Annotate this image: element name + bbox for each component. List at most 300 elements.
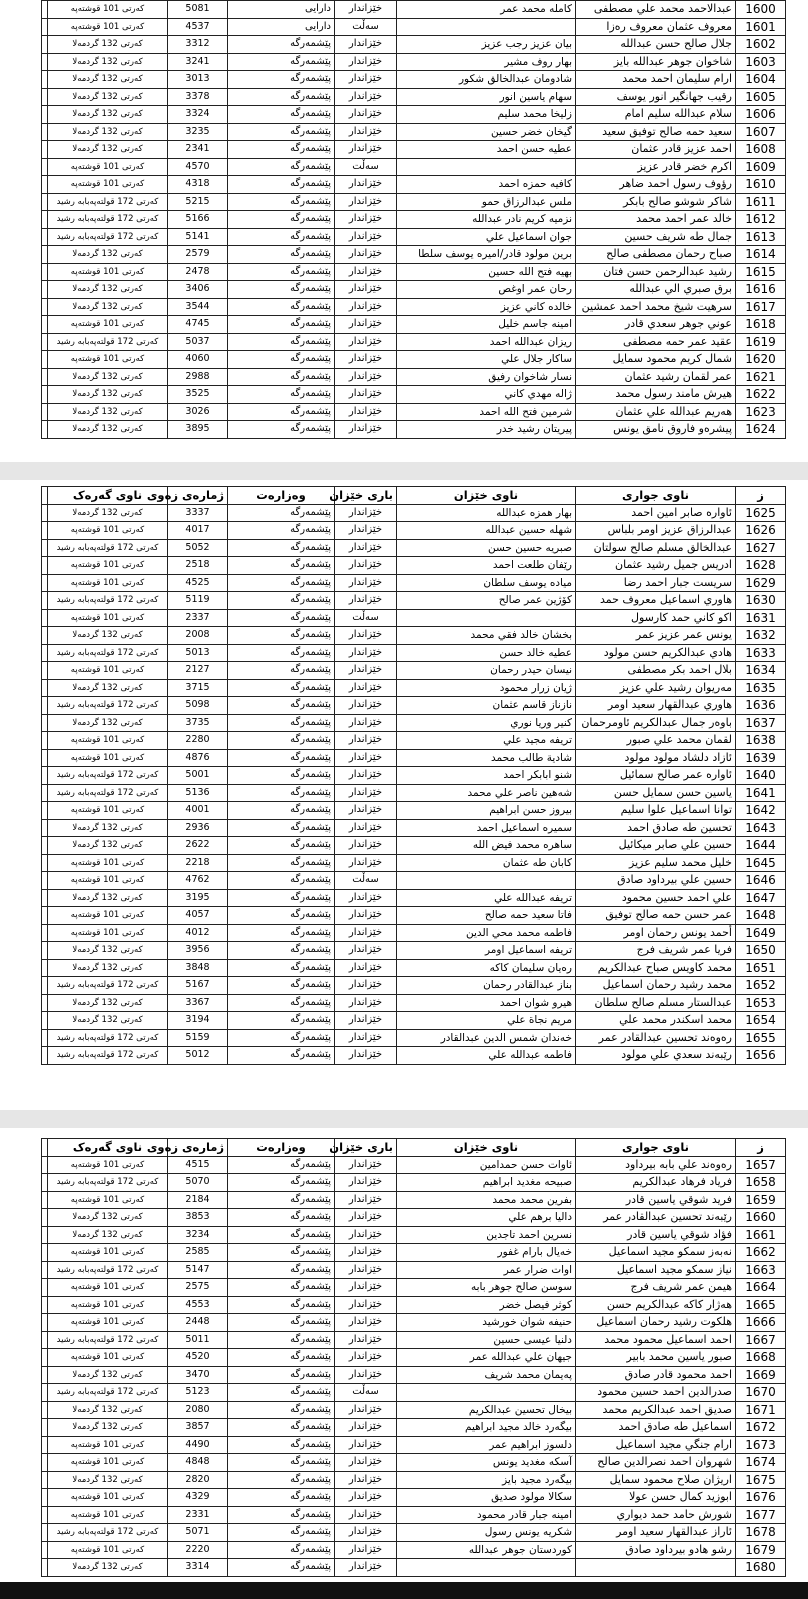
name-cell: شاخوان جوهر عبدالله بايز bbox=[576, 53, 736, 71]
status-cell: خێزاندار bbox=[335, 1226, 397, 1244]
name-cell: رێبەند تحسين عبدالقادر عمر bbox=[576, 1209, 736, 1227]
table-row bbox=[42, 732, 786, 750]
land-number-cell: 3013 bbox=[168, 71, 228, 89]
table-row bbox=[42, 1191, 786, 1209]
name-cell: شهروان احمد نصرالدين صالح bbox=[576, 1454, 736, 1472]
district-cell: كەرتى 101 قوشتەپە bbox=[48, 1454, 168, 1472]
district-cell: كەرتى 101 قوشتەپە bbox=[48, 158, 168, 176]
spouse-cell: كامله محمد عمر bbox=[397, 1, 576, 19]
spouse-cell: صبريه حسين حسن bbox=[397, 539, 576, 557]
status-cell: خێزاندار bbox=[335, 1419, 397, 1437]
status-cell: خێزاندار bbox=[335, 36, 397, 54]
ministry-cell: پێشمەرگە bbox=[228, 211, 335, 229]
table-body-1 bbox=[42, 1, 786, 439]
land-number-cell: 4490 bbox=[168, 1436, 228, 1454]
land-number-cell: 3715 bbox=[168, 679, 228, 697]
spouse-cell: بهيه فتح الله حسين bbox=[397, 263, 576, 281]
ministry-cell: پێشمەرگە bbox=[228, 1366, 335, 1384]
land-number-cell: 5081 bbox=[168, 1, 228, 19]
row-number-cell: 1645 bbox=[736, 854, 786, 872]
name-cell: احمد عزيز قادر عثمان bbox=[576, 141, 736, 159]
district-cell: كەرتى 101 قوشتەپە bbox=[48, 802, 168, 820]
name-cell: أحمد يونس رحمان اومر bbox=[576, 924, 736, 942]
table-row bbox=[42, 228, 786, 246]
land-number-cell: 3235 bbox=[168, 123, 228, 141]
status-cell: خێزاندار bbox=[335, 368, 397, 386]
district-cell: كەرتى 101 قوشتەپە bbox=[48, 1506, 168, 1524]
land-number-cell: 3234 bbox=[168, 1226, 228, 1244]
table-row bbox=[42, 679, 786, 697]
district-cell: كەرتى 132 گردمەلا bbox=[48, 1366, 168, 1384]
row-number-cell: 1620 bbox=[736, 351, 786, 369]
ministry-cell: پێشمەرگە bbox=[228, 1524, 335, 1542]
ministry-cell: پێشمەرگە bbox=[228, 403, 335, 421]
name-cell: فؤاد شوقي ياسين قادر bbox=[576, 1226, 736, 1244]
spouse-cell: رەيان سليمان كاكه bbox=[397, 959, 576, 977]
name-cell: خالد عمر احمد محمد bbox=[576, 211, 736, 229]
table-row bbox=[42, 263, 786, 281]
status-cell: خێزاندار bbox=[335, 421, 397, 439]
district-cell: كەرتى 132 گردمەلا bbox=[48, 959, 168, 977]
land-number-cell: 2575 bbox=[168, 1279, 228, 1297]
extra-cell bbox=[42, 539, 48, 557]
spouse-cell: نازناز قاسم عثمان bbox=[397, 697, 576, 715]
ministry-cell: پێشمەرگە bbox=[228, 1454, 335, 1472]
row-number-cell: 1604 bbox=[736, 71, 786, 89]
table-row bbox=[42, 1366, 786, 1384]
district-cell: كەرتى 172 قولتەپەبابە رشيد bbox=[48, 1029, 168, 1047]
land-number-cell: 2622 bbox=[168, 837, 228, 855]
status-cell: خێزاندار bbox=[335, 732, 397, 750]
extra-cell bbox=[42, 1366, 48, 1384]
extra-cell bbox=[42, 609, 48, 627]
row-number-cell: 1625 bbox=[736, 504, 786, 522]
extra-cell bbox=[42, 1349, 48, 1367]
status-cell: خێزاندار bbox=[335, 141, 397, 159]
name-cell: عمر لقمان رشيد عثمان bbox=[576, 368, 736, 386]
status-cell: خێزاندار bbox=[335, 574, 397, 592]
status-cell: خێزاندار bbox=[335, 1506, 397, 1524]
extra-cell bbox=[42, 767, 48, 785]
land-number-cell: 4329 bbox=[168, 1489, 228, 1507]
ministry-cell: دارایی bbox=[228, 18, 335, 36]
extra-cell bbox=[42, 106, 48, 124]
ministry-cell: پێشمەرگە bbox=[228, 837, 335, 855]
land-number-cell: 2337 bbox=[168, 609, 228, 627]
status-cell: خێزاندار bbox=[335, 298, 397, 316]
district-cell: كەرتى 172 قولتەپەبابە رشيد bbox=[48, 644, 168, 662]
extra-cell bbox=[42, 88, 48, 106]
name-cell: عقيد عمر حمه مصطفى bbox=[576, 333, 736, 351]
district-cell: كەرتى 101 قوشتەپە bbox=[48, 1191, 168, 1209]
ministry-cell: پێشمەرگە bbox=[228, 609, 335, 627]
ministry-cell: پێشمەرگە bbox=[228, 1419, 335, 1437]
district-cell: كەرتى 101 قوشتەپە bbox=[48, 1279, 168, 1297]
status-cell: خێزاندار bbox=[335, 53, 397, 71]
name-cell: نياز سمكو مجيد اسماعيل bbox=[576, 1261, 736, 1279]
land-number-cell: 5166 bbox=[168, 211, 228, 229]
extra-cell bbox=[42, 802, 48, 820]
row-number-cell: 1639 bbox=[736, 749, 786, 767]
name-cell: عوني جوهر سعدي قادر bbox=[576, 316, 736, 334]
row-number-cell: 1674 bbox=[736, 1454, 786, 1472]
name-cell: بلال احمد بكر مصطفى bbox=[576, 662, 736, 680]
name-cell: معروف عثمان معروف رەزا bbox=[576, 18, 736, 36]
district-cell: كەرتى 101 قوشتەپە bbox=[48, 1541, 168, 1559]
row-number-cell: 1679 bbox=[736, 1541, 786, 1559]
ministry-cell: پێشمەرگە bbox=[228, 1541, 335, 1559]
land-number-cell: 2820 bbox=[168, 1471, 228, 1489]
land-number-cell: 5136 bbox=[168, 784, 228, 802]
extra-cell bbox=[42, 176, 48, 194]
row-number-cell: 1623 bbox=[736, 403, 786, 421]
extra-cell bbox=[42, 71, 48, 89]
spouse-cell: كۆژين عمر صالح bbox=[397, 592, 576, 610]
land-number-cell: 2218 bbox=[168, 854, 228, 872]
ministry-cell: پێشمەرگە bbox=[228, 1401, 335, 1419]
extra-cell bbox=[42, 1047, 48, 1065]
district-cell: كەرتى 132 گردمەلا bbox=[48, 714, 168, 732]
spouse-cell: فاطمه عبدالله علي bbox=[397, 1047, 576, 1065]
name-cell: محمد كاويس صباح عبدالكريم bbox=[576, 959, 736, 977]
row-number-cell: 1656 bbox=[736, 1047, 786, 1065]
district-cell: كەرتى 172 قولتەپەبابە رشيد bbox=[48, 1261, 168, 1279]
table-row bbox=[42, 1012, 786, 1030]
table-header-row bbox=[42, 1139, 786, 1157]
row-number-cell: 1618 bbox=[736, 316, 786, 334]
name-cell: عبدالاحمد محمد علي مصطفى bbox=[576, 1, 736, 19]
name-cell: لقمان محمد علي صبور bbox=[576, 732, 736, 750]
status-cell: خێزاندار bbox=[335, 679, 397, 697]
table-row bbox=[42, 539, 786, 557]
district-cell: كەرتى 172 قولتەپەبابە رشيد bbox=[48, 1524, 168, 1542]
land-number-cell: 5012 bbox=[168, 1047, 228, 1065]
status-cell: خێزاندار bbox=[335, 71, 397, 89]
table-row bbox=[42, 18, 786, 36]
ministry-cell: پێشمەرگە bbox=[228, 1174, 335, 1192]
land-number-cell: 4520 bbox=[168, 1349, 228, 1367]
ministry-cell: پێشمەرگە bbox=[228, 88, 335, 106]
spouse-cell: بناز عبدالقادر رحمان bbox=[397, 977, 576, 995]
land-number-cell: 2008 bbox=[168, 627, 228, 645]
spouse-cell: شهله حسين عبدالله bbox=[397, 522, 576, 540]
ministry-cell: پێشمەرگە bbox=[228, 281, 335, 299]
spouse-cell: جيهان علي عبدالله عمر bbox=[397, 1349, 576, 1367]
district-cell: كەرتى 132 گردمەلا bbox=[48, 36, 168, 54]
district-cell: كەرتى 101 قوشتەپە bbox=[48, 662, 168, 680]
ministry-cell: پێشمەرگە bbox=[228, 1471, 335, 1489]
table-row bbox=[42, 403, 786, 421]
status-cell: خێزاندار bbox=[335, 1029, 397, 1047]
land-number-cell: 5013 bbox=[168, 644, 228, 662]
ministry-cell: پێشمەرگە bbox=[228, 679, 335, 697]
status-cell: خێزاندار bbox=[335, 942, 397, 960]
table-block-1 bbox=[41, 0, 786, 439]
status-cell: خێزاندار bbox=[335, 1191, 397, 1209]
name-cell: شمال كريم محمود سمايل bbox=[576, 351, 736, 369]
name-cell: اريژان صلاح محمود سمايل bbox=[576, 1471, 736, 1489]
extra-cell bbox=[42, 1419, 48, 1437]
ministry-cell: پێشمەرگە bbox=[228, 1029, 335, 1047]
row-number-cell: 1666 bbox=[736, 1314, 786, 1332]
extra-cell bbox=[42, 298, 48, 316]
status-cell: خێزاندار bbox=[335, 1489, 397, 1507]
land-number-cell: 5037 bbox=[168, 333, 228, 351]
extra-cell bbox=[42, 1191, 48, 1209]
table-row bbox=[42, 819, 786, 837]
district-cell: كەرتى 132 گردمەلا bbox=[48, 71, 168, 89]
extra-cell bbox=[42, 714, 48, 732]
spouse-cell: نسرين احمد تاجدين bbox=[397, 1226, 576, 1244]
district-cell: كەرتى 132 گردمەلا bbox=[48, 819, 168, 837]
table-row bbox=[42, 281, 786, 299]
status-cell: خێزاندار bbox=[335, 767, 397, 785]
ministry-cell: پێشمەرگە bbox=[228, 123, 335, 141]
header-number: ژمارەی زەوی bbox=[168, 487, 228, 505]
row-number-cell: 1680 bbox=[736, 1559, 786, 1577]
status-cell: خێزاندار bbox=[335, 1209, 397, 1227]
header-number: ژمارەی زەوی bbox=[168, 1139, 228, 1157]
spouse-cell: ژيان زرار محمود bbox=[397, 679, 576, 697]
status-cell: خێزاندار bbox=[335, 228, 397, 246]
row-number-cell: 1627 bbox=[736, 539, 786, 557]
spouse-cell: عطيه حسن احمد bbox=[397, 141, 576, 159]
row-number-cell: 1651 bbox=[736, 959, 786, 977]
header-extra bbox=[42, 487, 48, 505]
land-number-cell: 4057 bbox=[168, 907, 228, 925]
table-row bbox=[42, 36, 786, 54]
extra-cell bbox=[42, 504, 48, 522]
name-cell: هەريم عبدالله علي عثمان bbox=[576, 403, 736, 421]
table-row bbox=[42, 246, 786, 264]
row-number-cell: 1611 bbox=[736, 193, 786, 211]
name-cell: تحسين طه صادق احمد bbox=[576, 819, 736, 837]
district-cell: كەرتى 132 گردمەلا bbox=[48, 994, 168, 1012]
row-number-cell: 1606 bbox=[736, 106, 786, 124]
ministry-cell: پێشمەرگە bbox=[228, 522, 335, 540]
district-cell: كەرتى 172 قولتەپەبابە رشيد bbox=[48, 193, 168, 211]
status-cell: خێزاندار bbox=[335, 644, 397, 662]
district-cell: كەرتى 132 گردمەلا bbox=[48, 421, 168, 439]
ministry-cell: پێشمەرگە bbox=[228, 141, 335, 159]
land-number-cell: 3735 bbox=[168, 714, 228, 732]
district-cell: كەرتى 132 گردمەلا bbox=[48, 942, 168, 960]
district-cell: كەرتى 172 قولتەپەبابە رشيد bbox=[48, 1174, 168, 1192]
district-cell: كەرتى 101 قوشتەپە bbox=[48, 1, 168, 19]
name-cell: فريد شوقي ياسين قادر bbox=[576, 1191, 736, 1209]
table-row bbox=[42, 609, 786, 627]
district-cell: كەرتى 101 قوشتەپە bbox=[48, 18, 168, 36]
status-cell: خێزاندار bbox=[335, 854, 397, 872]
spouse-cell: مياده يوسف سلطان bbox=[397, 574, 576, 592]
ministry-cell: پێشمەرگە bbox=[228, 959, 335, 977]
extra-cell bbox=[42, 123, 48, 141]
row-number-cell: 1622 bbox=[736, 386, 786, 404]
row-number-cell: 1672 bbox=[736, 1419, 786, 1437]
extra-cell bbox=[42, 749, 48, 767]
extra-cell bbox=[42, 263, 48, 281]
row-number-cell: 1654 bbox=[736, 1012, 786, 1030]
extra-cell bbox=[42, 1296, 48, 1314]
extra-cell bbox=[42, 697, 48, 715]
extra-cell bbox=[42, 1506, 48, 1524]
land-number-cell: 5070 bbox=[168, 1174, 228, 1192]
name-cell: احمد محمود قادر صادق bbox=[576, 1366, 736, 1384]
spouse-cell bbox=[397, 158, 576, 176]
row-number-cell: 1659 bbox=[736, 1191, 786, 1209]
table-block-2 bbox=[41, 486, 786, 1065]
status-cell: خێزاندار bbox=[335, 1261, 397, 1279]
status-cell: خێزاندار bbox=[335, 106, 397, 124]
name-cell: ادريس جميل رشيد عثمان bbox=[576, 557, 736, 575]
row-number-cell: 1605 bbox=[736, 88, 786, 106]
extra-cell bbox=[42, 1244, 48, 1262]
status-cell: خێزاندار bbox=[335, 88, 397, 106]
status-cell: خێزاندار bbox=[335, 1541, 397, 1559]
district-cell: كەرتى 132 گردمەلا bbox=[48, 246, 168, 264]
status-cell: خێزاندار bbox=[335, 1366, 397, 1384]
district-cell: كەرتى 101 قوشتەپە bbox=[48, 1349, 168, 1367]
spouse-cell: خالده كاني عزيز bbox=[397, 298, 576, 316]
status-cell: خێزاندار bbox=[335, 123, 397, 141]
spouse-cell: گيخان خضر حسين bbox=[397, 123, 576, 141]
name-cell: ياسين حسن سمايل حسن bbox=[576, 784, 736, 802]
land-number-cell: 4553 bbox=[168, 1296, 228, 1314]
extra-cell bbox=[42, 1471, 48, 1489]
row-number-cell: 1630 bbox=[736, 592, 786, 610]
district-cell: كەرتى 132 گردمەلا bbox=[48, 1226, 168, 1244]
row-number-cell: 1673 bbox=[736, 1436, 786, 1454]
table-row bbox=[42, 1209, 786, 1227]
extra-cell bbox=[42, 403, 48, 421]
status-cell: خێزاندار bbox=[335, 386, 397, 404]
header-name: ناوی جواری bbox=[576, 1139, 736, 1157]
row-number-cell: 1629 bbox=[736, 574, 786, 592]
ministry-cell: پێشمەرگە bbox=[228, 889, 335, 907]
extra-cell bbox=[42, 141, 48, 159]
land-number-cell: 5167 bbox=[168, 977, 228, 995]
spouse-cell: فاطمه محمد محي الدين bbox=[397, 924, 576, 942]
spouse-cell: حنيفه شوان خورشيد bbox=[397, 1314, 576, 1332]
extra-cell bbox=[42, 942, 48, 960]
spouse-cell: نيسان حيدر رحمان bbox=[397, 662, 576, 680]
land-number-cell: 4745 bbox=[168, 316, 228, 334]
table-row bbox=[42, 522, 786, 540]
status-cell: خێزاندار bbox=[335, 907, 397, 925]
land-number-cell: 4570 bbox=[168, 158, 228, 176]
extra-cell bbox=[42, 1524, 48, 1542]
district-cell: كەرتى 132 گردمەلا bbox=[48, 627, 168, 645]
land-number-cell: 4012 bbox=[168, 924, 228, 942]
district-cell: كەرتى 172 قولتەپەبابە رشيد bbox=[48, 784, 168, 802]
spouse-cell: كابان طه عثمان bbox=[397, 854, 576, 872]
ministry-cell: پێشمەرگە bbox=[228, 767, 335, 785]
status-cell: خێزاندار bbox=[335, 697, 397, 715]
table-row bbox=[42, 1471, 786, 1489]
table-row bbox=[42, 714, 786, 732]
land-number-cell: 4525 bbox=[168, 574, 228, 592]
name-cell: محمد اسكندر محمد علي bbox=[576, 1012, 736, 1030]
spouse-cell: خەندان شمس الدين عبدالقادر bbox=[397, 1029, 576, 1047]
spouse-cell: هيرو شوان احمد bbox=[397, 994, 576, 1012]
status-cell: خێزاندار bbox=[335, 557, 397, 575]
name-cell: ئاوارە عمر صالح سمائيل bbox=[576, 767, 736, 785]
header-z: ز bbox=[736, 487, 786, 505]
header-ministry: وەزارەت bbox=[228, 487, 335, 505]
row-number-cell: 1664 bbox=[736, 1279, 786, 1297]
extra-cell bbox=[42, 158, 48, 176]
ministry-cell: پێشمەرگە bbox=[228, 1191, 335, 1209]
table-row bbox=[42, 1401, 786, 1419]
extra-cell bbox=[42, 662, 48, 680]
spouse-cell: صبيحه مغديد ابراهيم bbox=[397, 1174, 576, 1192]
district-cell: كەرتى 132 گردمەلا bbox=[48, 53, 168, 71]
status-cell: خێزاندار bbox=[335, 281, 397, 299]
ministry-cell: پێشمەرگە bbox=[228, 539, 335, 557]
district-cell: كەرتى 132 گردمەلا bbox=[48, 1401, 168, 1419]
header-spouse: ناوی خێزان bbox=[397, 1139, 576, 1157]
header-ministry: وەزارەت bbox=[228, 1139, 335, 1157]
land-number-cell: 2341 bbox=[168, 141, 228, 159]
row-number-cell: 1662 bbox=[736, 1244, 786, 1262]
extra-cell bbox=[42, 784, 48, 802]
table-row bbox=[42, 351, 786, 369]
land-number-cell: 3194 bbox=[168, 1012, 228, 1030]
land-number-cell: 5052 bbox=[168, 539, 228, 557]
land-number-cell: 5119 bbox=[168, 592, 228, 610]
land-number-cell: 3337 bbox=[168, 504, 228, 522]
land-number-cell: 5141 bbox=[168, 228, 228, 246]
land-number-cell: 3026 bbox=[168, 403, 228, 421]
spouse-cell: رێفان طلعت احمد bbox=[397, 557, 576, 575]
extra-cell bbox=[42, 924, 48, 942]
status-cell: خێزاندار bbox=[335, 403, 397, 421]
row-number-cell: 1660 bbox=[736, 1209, 786, 1227]
table-row bbox=[42, 1296, 786, 1314]
row-number-cell: 1640 bbox=[736, 767, 786, 785]
district-cell: كەرتى 172 قولتەپەبابە رشيد bbox=[48, 1047, 168, 1065]
table-row bbox=[42, 333, 786, 351]
spouse-cell: پيريتان رشيد خدر bbox=[397, 421, 576, 439]
land-number-cell: 4001 bbox=[168, 802, 228, 820]
extra-cell bbox=[42, 854, 48, 872]
land-number-cell: 4017 bbox=[168, 522, 228, 540]
status-cell: خێزاندار bbox=[335, 263, 397, 281]
table-row bbox=[42, 504, 786, 522]
district-cell: كەرتى 101 قوشتەپە bbox=[48, 732, 168, 750]
row-number-cell: 1635 bbox=[736, 679, 786, 697]
status-cell: خێزاندار bbox=[335, 539, 397, 557]
spouse-cell: تريفه اسماعيل اومر bbox=[397, 942, 576, 960]
ministry-cell: پێشمەرگە bbox=[228, 557, 335, 575]
name-cell: سرهيت شيخ محمد احمد عمشين bbox=[576, 298, 736, 316]
ministry-cell: پێشمەرگە bbox=[228, 977, 335, 995]
land-number-cell: 4537 bbox=[168, 18, 228, 36]
table-row bbox=[42, 158, 786, 176]
ministry-cell: پێشمەرگە bbox=[228, 732, 335, 750]
status-cell: خێزاندار bbox=[335, 924, 397, 942]
spouse-cell: بهار همزه عبدالله bbox=[397, 504, 576, 522]
extra-cell bbox=[42, 386, 48, 404]
ministry-cell: پێشمەرگە bbox=[228, 421, 335, 439]
row-number-cell: 1632 bbox=[736, 627, 786, 645]
spouse-cell: ساكار جلال علي bbox=[397, 351, 576, 369]
name-cell: نەبەز سمكو مجيد اسماعيل bbox=[576, 1244, 736, 1262]
table-row bbox=[42, 872, 786, 890]
page-gap-2 bbox=[0, 1110, 808, 1128]
status-cell: سەڵت bbox=[335, 609, 397, 627]
spouse-cell: اوات ضرار عمر bbox=[397, 1261, 576, 1279]
